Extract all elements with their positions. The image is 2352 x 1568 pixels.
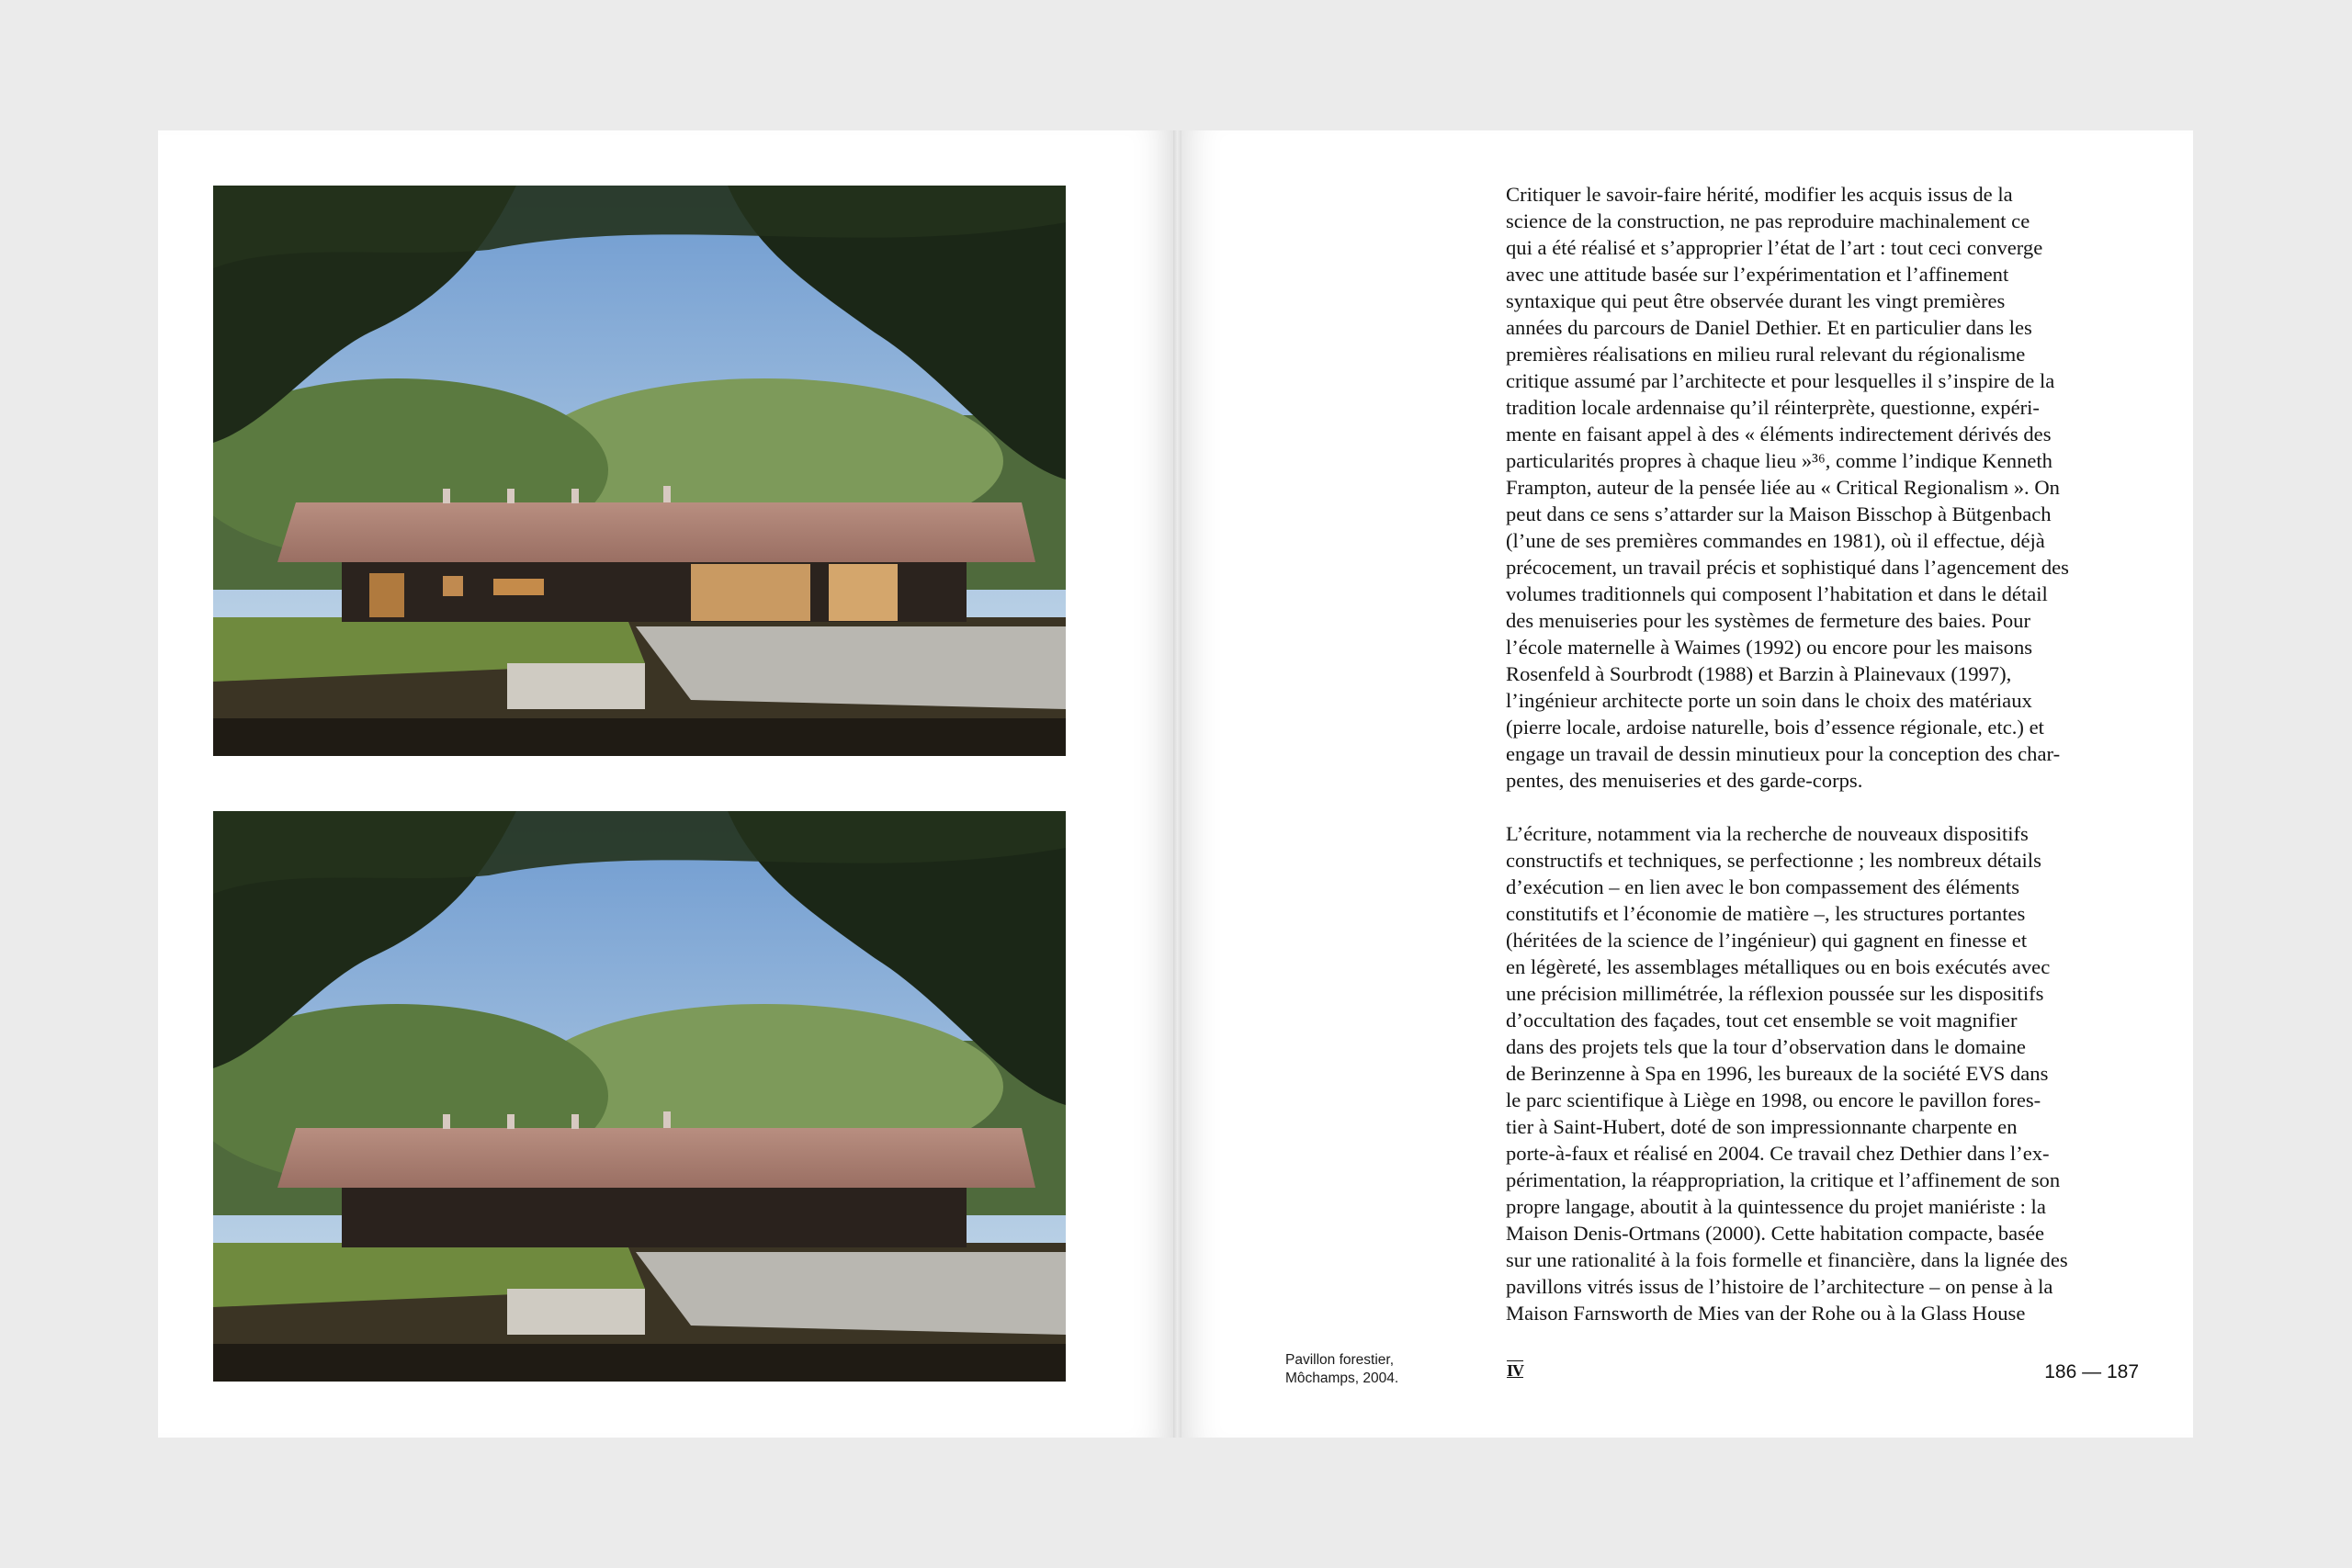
text-line: en légèreté, les assemblages métalliques ou en bois exécutés avec — [1506, 955, 2051, 978]
text-line: d’occultation des façades, tout cet ensemble se voit magnifier — [1506, 1009, 2018, 1032]
text-line: constitutifs et l’économie de matière –, les structures portantes — [1506, 902, 2026, 925]
text-line: pentes, des menuiseries et des garde-corps. — [1506, 769, 1863, 792]
caption-line: Pavillon forestier, — [1285, 1352, 1395, 1368]
photo-caption — [1285, 1351, 1398, 1388]
text-line: mente en faisant appel à des « éléments indirectement dérivés des — [1506, 423, 2052, 446]
text-line: premières réalisations en milieu rural relevant du régionalisme — [1506, 343, 2026, 366]
book-gutter — [1173, 130, 1182, 1438]
text-line: tier à Saint-Hubert, doté de son impressionnante charpente en — [1506, 1115, 2018, 1138]
text-line: Maison Denis-Ortmans (2000). Cette habitation compacte, basée — [1506, 1222, 2045, 1245]
text-line: (héritées de la science de l’ingénieur) qui gagnent en finesse et — [1506, 929, 2028, 952]
text-line: l’école maternelle à Waimes (1992) ou encore pour les maisons — [1506, 636, 2033, 659]
text-line: une précision millimétrée, la réflexion poussée sur les dispositifs — [1506, 982, 2044, 1005]
text-line: tradition locale ardennaise qu’il réinterprète, questionne, expéri- — [1506, 396, 2040, 419]
text-line: critique assumé par l’architecte et pour lesquelles il s’inspire de la — [1506, 369, 2055, 392]
page-numbers: 186 — 187 — [2044, 1361, 2139, 1382]
body-text — [1506, 181, 2149, 1326]
text-line: science de la construction, ne pas reproduire machinalement ce — [1506, 209, 2030, 232]
pavilion-photo-closed — [213, 811, 1066, 1382]
text-line: Maison Farnsworth de Mies van der Rohe ou à la Glass House — [1506, 1302, 2026, 1325]
text-line: L’écriture, notamment via la recherche de nouveaux dispositifs — [1506, 822, 2029, 845]
paragraph-2 — [1506, 820, 2149, 1326]
text-line: particularités propres à chaque lieu »³⁶, comme l’indique Kenneth — [1506, 449, 2052, 472]
section-numeral: IV — [1507, 1361, 1524, 1380]
text-line: l’ingénieur architecte porte un soin dans le choix des matériaux — [1506, 689, 2032, 712]
text-line: dans des projets tels que la tour d’observation dans le domaine — [1506, 1035, 2026, 1058]
text-line: qui a été réalisé et s’approprier l’état de l’art : tout ceci converge — [1506, 236, 2043, 259]
text-line: constructifs et techniques, se perfectionne ; les nombreux détails — [1506, 849, 2041, 872]
text-line: des menuiseries pour les systèmes de fermeture des baies. Pour — [1506, 609, 2030, 632]
text-line: engage un travail de dessin minutieux pour la conception des char- — [1506, 742, 2061, 765]
text-line: pavillons vitrés issus de l’histoire de l’architecture – on pense à la — [1506, 1275, 2053, 1298]
text-line: d’exécution – en lien avec le bon compassement des éléments — [1506, 875, 2019, 898]
text-line: porte-à-faux et réalisé en 2004. Ce travail chez Dethier dans l’ex- — [1506, 1142, 2050, 1165]
text-line: sur une rationalité à la fois formelle et financière, dans la lignée des — [1506, 1248, 2068, 1271]
text-line: années du parcours de Daniel Dethier. Et en particulier dans les — [1506, 316, 2032, 339]
text-line: propre langage, aboutit à la quintessence du projet maniériste : la — [1506, 1195, 2046, 1218]
text-line: Rosenfeld à Sourbrodt (1988) et Barzin à Plainevaux (1997), — [1506, 662, 2012, 685]
text-line: peut dans ce sens s’attarder sur la Maison Bisschop à Bütgenbach — [1506, 502, 2052, 525]
pavilion-photo-open — [213, 186, 1066, 756]
text-line: périmentation, la réappropriation, la critique et l’affinement de son — [1506, 1168, 2061, 1191]
text-line: le parc scientifique à Liège en 1998, ou encore le pavillon fores- — [1506, 1089, 2041, 1111]
text-line: de Berinzenne à Spa en 1996, les bureaux de la société EVS dans — [1506, 1062, 2049, 1085]
text-line: avec une attitude basée sur l’expérimentation et l’affinement — [1506, 263, 2009, 286]
caption-line: Môchamps, 2004. — [1285, 1371, 1399, 1386]
text-line: volumes traditionnels qui composent l’habitation et dans le détail — [1506, 582, 2048, 605]
text-line: (l’une de ses premières commandes en 1981), où il effectue, déjà — [1506, 529, 2045, 552]
text-line: Critiquer le savoir-faire hérité, modifier les acquis issus de la — [1506, 183, 2013, 206]
text-line: Frampton, auteur de la pensée liée au « Critical Regionalism ». On — [1506, 476, 2060, 499]
text-line: (pierre locale, ardoise naturelle, bois d’essence régionale, etc.) et — [1506, 716, 2044, 739]
text-line: syntaxique qui peut être observée durant les vingt premières — [1506, 289, 2006, 312]
paragraph-1 — [1506, 181, 2149, 794]
text-line: précocement, un travail précis et sophistiqué dans l’agencement des — [1506, 556, 2069, 579]
left-page — [158, 130, 1173, 1438]
